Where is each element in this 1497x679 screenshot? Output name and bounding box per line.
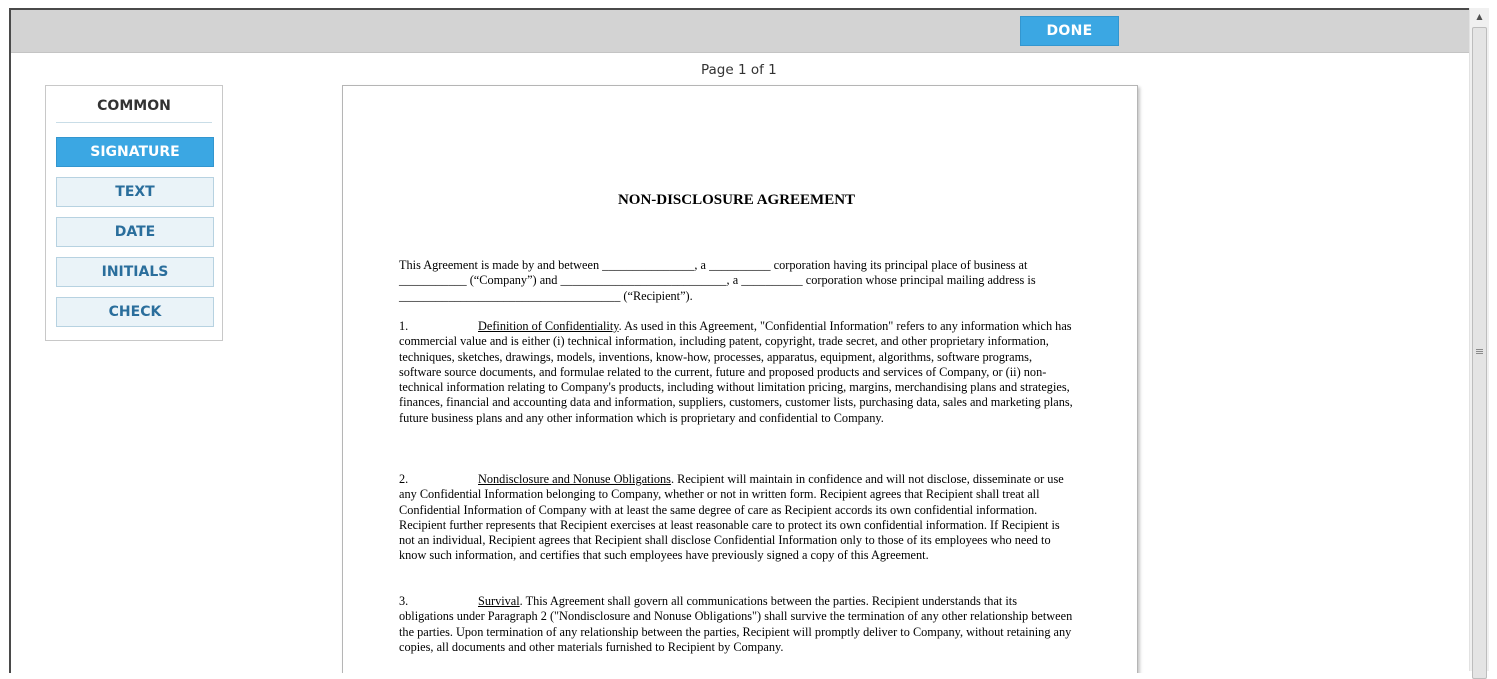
grip-line xyxy=(1476,349,1483,350)
app-window xyxy=(9,8,1471,673)
clause-body: . As used in this Agreement, "Confidential Information" refers to any information which has commercial value and is either (i) technical information, including patent, copyright, trade secret, and other proprietary information, techniques, sketches, drawings, models, inventions, know-how, processes, apparatus, equipment, algorithms, software programs, software source documents, and formulae related to the current, future and proposed products and services of Company, or (ii) non-technical information relating to Company's products, including without limitation pricing, margins, merchandising plans and strategies, finances, financial and accounting data and information, suppliers, customers, customer lists, purchasing data, sales and marketing plans, future business plans and any other information which is proprietary and confidential to Company. xyxy=(399,319,1073,425)
tools-heading: COMMON xyxy=(56,96,212,123)
document-title: NON-DISCLOSURE AGREEMENT xyxy=(617,192,856,208)
top-toolbar xyxy=(11,10,1471,53)
clause-number: 1. xyxy=(399,319,409,333)
signature-tool-button[interactable]: SIGNATURE xyxy=(56,137,214,167)
field-tools-panel xyxy=(45,85,223,341)
clause-number: 2. xyxy=(399,472,409,486)
vertical-scrollbar[interactable] xyxy=(1469,8,1489,671)
clause-heading: Nondisclosure and Nonuse Obligations xyxy=(478,472,671,486)
scroll-thumb[interactable] xyxy=(1472,27,1487,679)
intro-paragraph: This Agreement is made by and between _______________, a __________ corporation having its principal place of business at ___________ (“Company”) and ___________________________, a __________ corporation whose principal mailing address is ____________________________________ (“Recipient”). xyxy=(399,258,1036,303)
document-page[interactable] xyxy=(342,85,1138,673)
page-indicator: Page 1 of 1 xyxy=(701,62,777,78)
initials-tool-button[interactable]: INITIALS xyxy=(56,257,214,287)
clause-nondisclosure-obligations xyxy=(399,472,1074,564)
clause-body: . Recipient will maintain in confidence and will not disclose, disseminate or use any Confidential Information belonging to Company, whether or not in written form. Recipient agrees that Recipient shall treat all Confidential Information of Company with at least the same degree of care as Recipient accords its own confidential information. Recipient further represents that Recipient exercises at least reasonable care to protect its own confidential information. If Recipient is not an individual, Recipient agrees that Recipient shall disclose Confidential Information only to those of its employees who need to know such information, and certifies that such employees have previously signed a copy of this Agreement. xyxy=(399,472,1064,563)
clause-heading: Definition of Confidentiality xyxy=(478,319,619,333)
text-tool-button[interactable]: TEXT xyxy=(56,177,214,207)
grip-line xyxy=(1476,353,1483,354)
scroll-up-arrow-icon[interactable]: ▲ xyxy=(1476,12,1483,21)
clause-survival xyxy=(399,594,1074,655)
done-button[interactable]: DONE xyxy=(1020,16,1119,46)
date-tool-button[interactable]: DATE xyxy=(56,217,214,247)
clause-body: . This Agreement shall govern all communications between the parties. Recipient understands that its obligations under Paragraph 2 ("Nondisclosure and Nonuse Obligations") shall survive the termination of any other relationship between the parties. Upon termination of any relationship between the parties, Recipient will promptly deliver to Company, without retaining any copies, all documents and other materials furnished to Recipient by Company. xyxy=(399,594,1073,654)
grip-line xyxy=(1476,351,1483,352)
clause-definition-of-confidentiality xyxy=(399,319,1074,426)
check-tool-button[interactable]: CHECK xyxy=(56,297,214,327)
clause-heading: Survival xyxy=(478,594,520,608)
clause-number: 3. xyxy=(399,594,409,608)
